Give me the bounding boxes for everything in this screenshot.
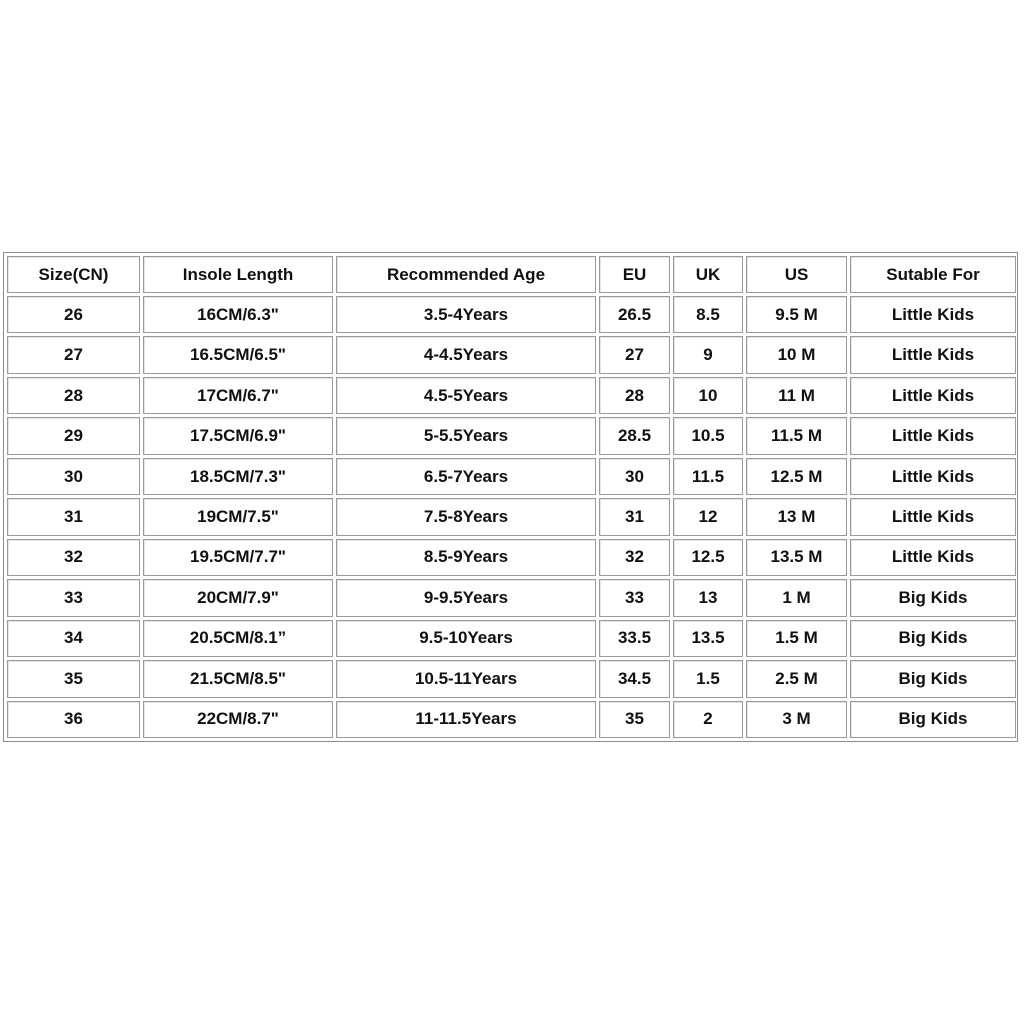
cell-size-cn: 26	[7, 296, 140, 333]
header-uk: UK	[673, 256, 743, 293]
cell-us: 13.5 M	[746, 539, 847, 576]
cell-insole-length: 21.5CM/8.5"	[143, 660, 333, 697]
cell-eu: 30	[599, 458, 670, 495]
cell-size-cn: 33	[7, 579, 140, 616]
cell-suitable-for: Little Kids	[850, 377, 1016, 414]
cell-suitable-for: Big Kids	[850, 701, 1016, 738]
cell-us: 1 M	[746, 579, 847, 616]
cell-uk: 12	[673, 498, 743, 535]
cell-suitable-for: Big Kids	[850, 579, 1016, 616]
header-eu: EU	[599, 256, 670, 293]
cell-size-cn: 32	[7, 539, 140, 576]
table-row	[7, 296, 1016, 333]
cell-suitable-for: Little Kids	[850, 296, 1016, 333]
cell-size-cn: 30	[7, 458, 140, 495]
cell-insole-length: 17.5CM/6.9"	[143, 417, 333, 454]
cell-recommended-age: 9-9.5Years	[336, 579, 596, 616]
cell-recommended-age: 4-4.5Years	[336, 336, 596, 373]
cell-us: 11.5 M	[746, 417, 847, 454]
cell-suitable-for: Big Kids	[850, 660, 1016, 697]
header-recommended-age: Recommended Age	[336, 256, 596, 293]
cell-size-cn: 27	[7, 336, 140, 373]
cell-eu: 35	[599, 701, 670, 738]
cell-eu: 33	[599, 579, 670, 616]
header-insole-length: Insole Length	[143, 256, 333, 293]
cell-us: 10 M	[746, 336, 847, 373]
cell-size-cn: 35	[7, 660, 140, 697]
cell-us: 12.5 M	[746, 458, 847, 495]
cell-us: 13 M	[746, 498, 847, 535]
cell-uk: 9	[673, 336, 743, 373]
cell-uk: 2	[673, 701, 743, 738]
cell-eu: 34.5	[599, 660, 670, 697]
cell-eu: 31	[599, 498, 670, 535]
cell-suitable-for: Little Kids	[850, 458, 1016, 495]
cell-insole-length: 22CM/8.7"	[143, 701, 333, 738]
cell-insole-length: 19CM/7.5"	[143, 498, 333, 535]
cell-insole-length: 18.5CM/7.3"	[143, 458, 333, 495]
cell-us: 11 M	[746, 377, 847, 414]
header-suitable-for: Sutable For	[850, 256, 1016, 293]
cell-eu: 26.5	[599, 296, 670, 333]
cell-insole-length: 20CM/7.9"	[143, 579, 333, 616]
cell-insole-length: 20.5CM/8.1”	[143, 620, 333, 657]
cell-insole-length: 16CM/6.3"	[143, 296, 333, 333]
cell-recommended-age: 3.5-4Years	[336, 296, 596, 333]
table-row	[7, 458, 1016, 495]
cell-us: 3 M	[746, 701, 847, 738]
table-row	[7, 417, 1016, 454]
cell-recommended-age: 7.5-8Years	[336, 498, 596, 535]
cell-eu: 33.5	[599, 620, 670, 657]
table-row	[7, 579, 1016, 616]
cell-recommended-age: 8.5-9Years	[336, 539, 596, 576]
cell-suitable-for: Big Kids	[850, 620, 1016, 657]
cell-suitable-for: Little Kids	[850, 417, 1016, 454]
cell-eu: 28	[599, 377, 670, 414]
table-row	[7, 336, 1016, 373]
cell-eu: 28.5	[599, 417, 670, 454]
cell-recommended-age: 11-11.5Years	[336, 701, 596, 738]
cell-eu: 27	[599, 336, 670, 373]
header-size-cn: Size(CN)	[7, 256, 140, 293]
cell-size-cn: 31	[7, 498, 140, 535]
cell-uk: 13.5	[673, 620, 743, 657]
table-row	[7, 660, 1016, 697]
cell-recommended-age: 4.5-5Years	[336, 377, 596, 414]
cell-us: 9.5 M	[746, 296, 847, 333]
cell-uk: 10	[673, 377, 743, 414]
table-row	[7, 539, 1016, 576]
cell-uk: 13	[673, 579, 743, 616]
cell-insole-length: 19.5CM/7.7"	[143, 539, 333, 576]
cell-size-cn: 29	[7, 417, 140, 454]
cell-us: 2.5 M	[746, 660, 847, 697]
cell-suitable-for: Little Kids	[850, 539, 1016, 576]
cell-recommended-age: 6.5-7Years	[336, 458, 596, 495]
cell-insole-length: 17CM/6.7"	[143, 377, 333, 414]
cell-uk: 8.5	[673, 296, 743, 333]
cell-recommended-age: 5-5.5Years	[336, 417, 596, 454]
cell-size-cn: 28	[7, 377, 140, 414]
cell-uk: 12.5	[673, 539, 743, 576]
cell-uk: 10.5	[673, 417, 743, 454]
table-row	[7, 377, 1016, 414]
table-row	[7, 701, 1016, 738]
size-table	[4, 253, 1019, 741]
cell-recommended-age: 9.5-10Years	[336, 620, 596, 657]
cell-uk: 1.5	[673, 660, 743, 697]
cell-us: 1.5 M	[746, 620, 847, 657]
cell-size-cn: 34	[7, 620, 140, 657]
cell-eu: 32	[599, 539, 670, 576]
cell-recommended-age: 10.5-11Years	[336, 660, 596, 697]
size-chart	[3, 252, 1018, 742]
table-row	[7, 620, 1016, 657]
header-row	[7, 256, 1016, 293]
cell-insole-length: 16.5CM/6.5"	[143, 336, 333, 373]
header-us: US	[746, 256, 847, 293]
cell-size-cn: 36	[7, 701, 140, 738]
cell-suitable-for: Little Kids	[850, 336, 1016, 373]
cell-uk: 11.5	[673, 458, 743, 495]
cell-suitable-for: Little Kids	[850, 498, 1016, 535]
table-row	[7, 498, 1016, 535]
